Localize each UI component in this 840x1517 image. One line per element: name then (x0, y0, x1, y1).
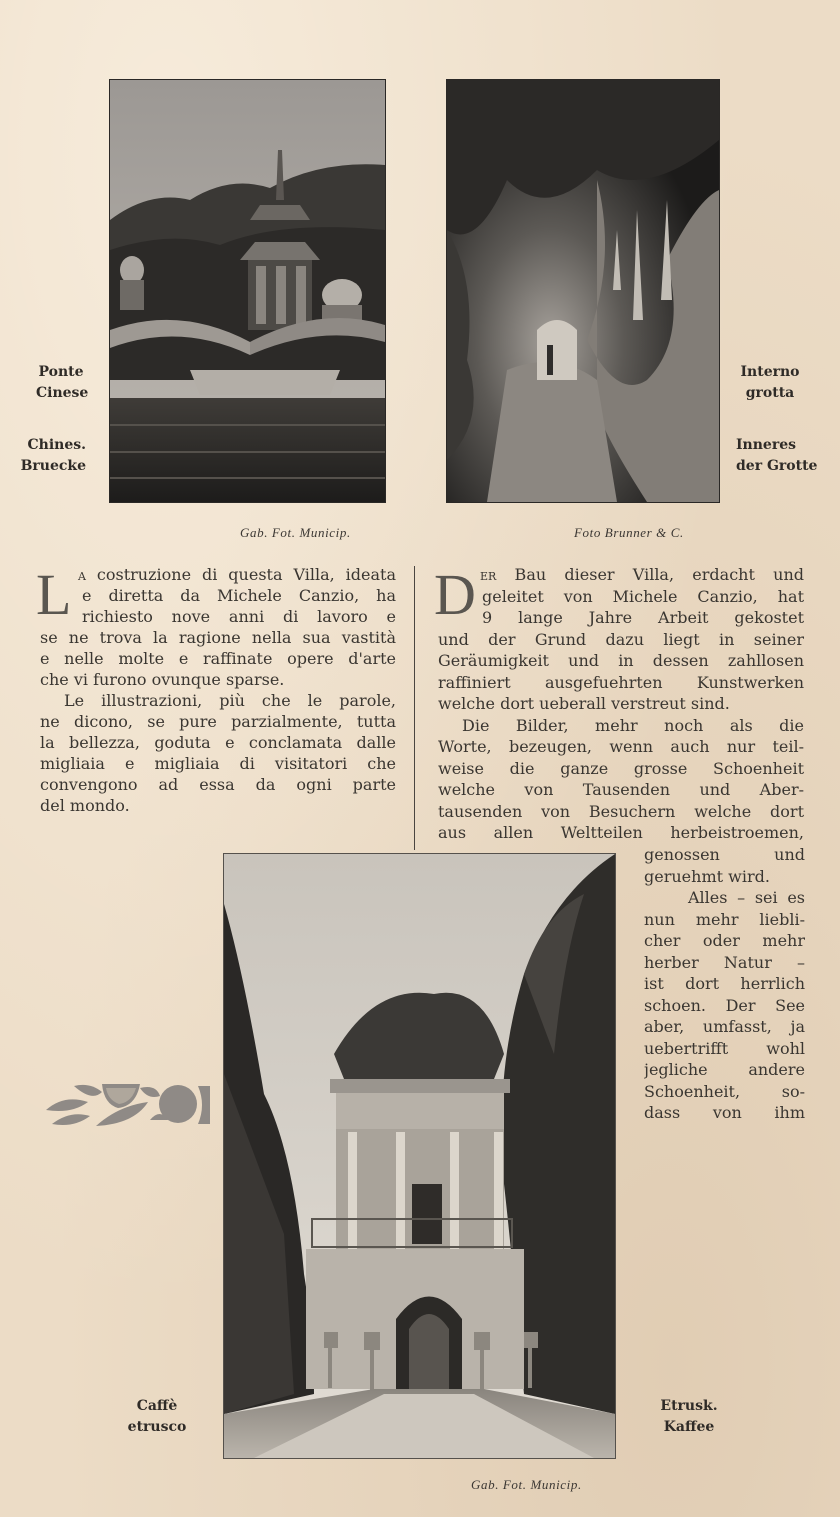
photo-chinese-bridge (109, 79, 386, 503)
german-line-8: Die Bilder, mehr noch als die (462, 715, 804, 735)
german-line-2: geleitet von Michele Canzio, hat (482, 586, 804, 606)
chinese-bridge-image (110, 80, 385, 502)
credit-bottom: Gab. Fot. Municip. (471, 1477, 582, 1492)
italian-line-12: del mondo. (40, 796, 130, 815)
italian-line-8: ne dicono, se pure parzialmente, tutta (40, 712, 396, 731)
german-narrow-line-12: Schoenheit, so- (644, 1081, 805, 1101)
caption-ponte-cinese: Ponte Cinese (36, 364, 89, 401)
photo-caffe-etrusco (223, 853, 616, 1459)
italian-dropcap: L (36, 562, 72, 627)
german-narrow-line-9: aber, umfasst, ja (644, 1017, 805, 1036)
german-line-13: aus allen Weltteilen herbeistroemen, (438, 823, 804, 842)
german-narrow-column (644, 844, 805, 1124)
italian-line-10: migliaia e migliaia di visitatori che (40, 754, 396, 773)
caption-caffe-etrusco: Caffè etrusco (127, 1398, 187, 1435)
italian-line-3: richiesto nove anni di lavoro e (82, 607, 396, 626)
german-narrow-line-4: nun mehr liebli- (644, 909, 805, 929)
german-line-5: Geräumigkeit und in dessen zahllosen (438, 651, 804, 670)
caption-chines-bruecke: Chines. Bruecke (20, 437, 86, 474)
credit-top-right: Foto Brunner & C. (574, 525, 684, 540)
german-line-1: er Bau dieser Villa, erdacht und (480, 565, 804, 584)
german-narrow-line-13: dass von ihm (644, 1103, 805, 1122)
caption-etrusk-kaffee: Etrusk. Kaffee (660, 1398, 718, 1435)
german-narrow-line-2: geruehmt wird. (644, 866, 770, 886)
italian-line-1: a costruzione di questa Villa, ideata (78, 565, 396, 584)
german-text-column (438, 564, 804, 844)
german-narrow-line-5: cher oder mehr (644, 931, 805, 950)
german-narrow-line-3: Alles – sei es (688, 888, 805, 907)
german-line-11: welche von Tausenden und Aber- (438, 780, 804, 799)
italian-line-6: che vi furono ovunque sparse. (40, 670, 285, 689)
caffe-etrusco-image (224, 854, 615, 1458)
german-line-7: welche dort ueberall verstreut sind. (438, 694, 730, 713)
german-line-4: und der Grund dazu liegt in seiner (438, 629, 804, 649)
photo-grotto-interior (446, 79, 720, 503)
italian-text-column (40, 564, 396, 816)
credit-top-left: Gab. Fot. Municip. (240, 525, 351, 540)
german-narrow-line-6: herber Natur – (644, 952, 805, 972)
italian-line-7: Le illustrazioni, più che le parole, (64, 691, 396, 710)
grotto-interior-image (447, 80, 719, 502)
italian-line-5: e nelle molte e raffinate opere d'arte (40, 649, 396, 668)
german-dropcap: D (434, 562, 476, 627)
german-narrow-line-1: genossen und (644, 845, 805, 864)
italian-line-9: la bellezza, goduta e conclamata dalle (40, 733, 396, 752)
german-line-9: Worte, bezeugen, wenn auch nur teil- (438, 737, 804, 756)
german-narrow-line-7: ist dort herrlich (644, 974, 805, 993)
german-line-12: tausenden von Besuchern welche dort (438, 801, 804, 821)
german-line-3: 9 lange Jahre Arbeit gekostet (482, 608, 804, 627)
german-narrow-line-8: schoen. Der See (644, 995, 805, 1015)
german-line-10: weise die ganze grosse Schoenheit (438, 758, 804, 778)
caption-interno-grotta: Interno grotta (740, 364, 800, 401)
german-line-6: raffiniert ausgefuehrten Kunstwerken (438, 672, 804, 692)
italian-line-11: convengono ad essa da ogni parte (40, 775, 396, 794)
italian-line-4: se ne trova la ragione nella sua vastità (40, 628, 396, 647)
german-narrow-line-10: uebertrifft wohl (644, 1038, 805, 1058)
caption-inneres-der-grotte: Inneres der Grotte (736, 437, 818, 474)
italian-line-2: e diretta da Michele Canzio, ha (82, 586, 396, 605)
leaf-ornament-icon (44, 1080, 210, 1130)
german-narrow-line-11: jegliche andere (644, 1060, 805, 1079)
column-divider (414, 566, 415, 850)
